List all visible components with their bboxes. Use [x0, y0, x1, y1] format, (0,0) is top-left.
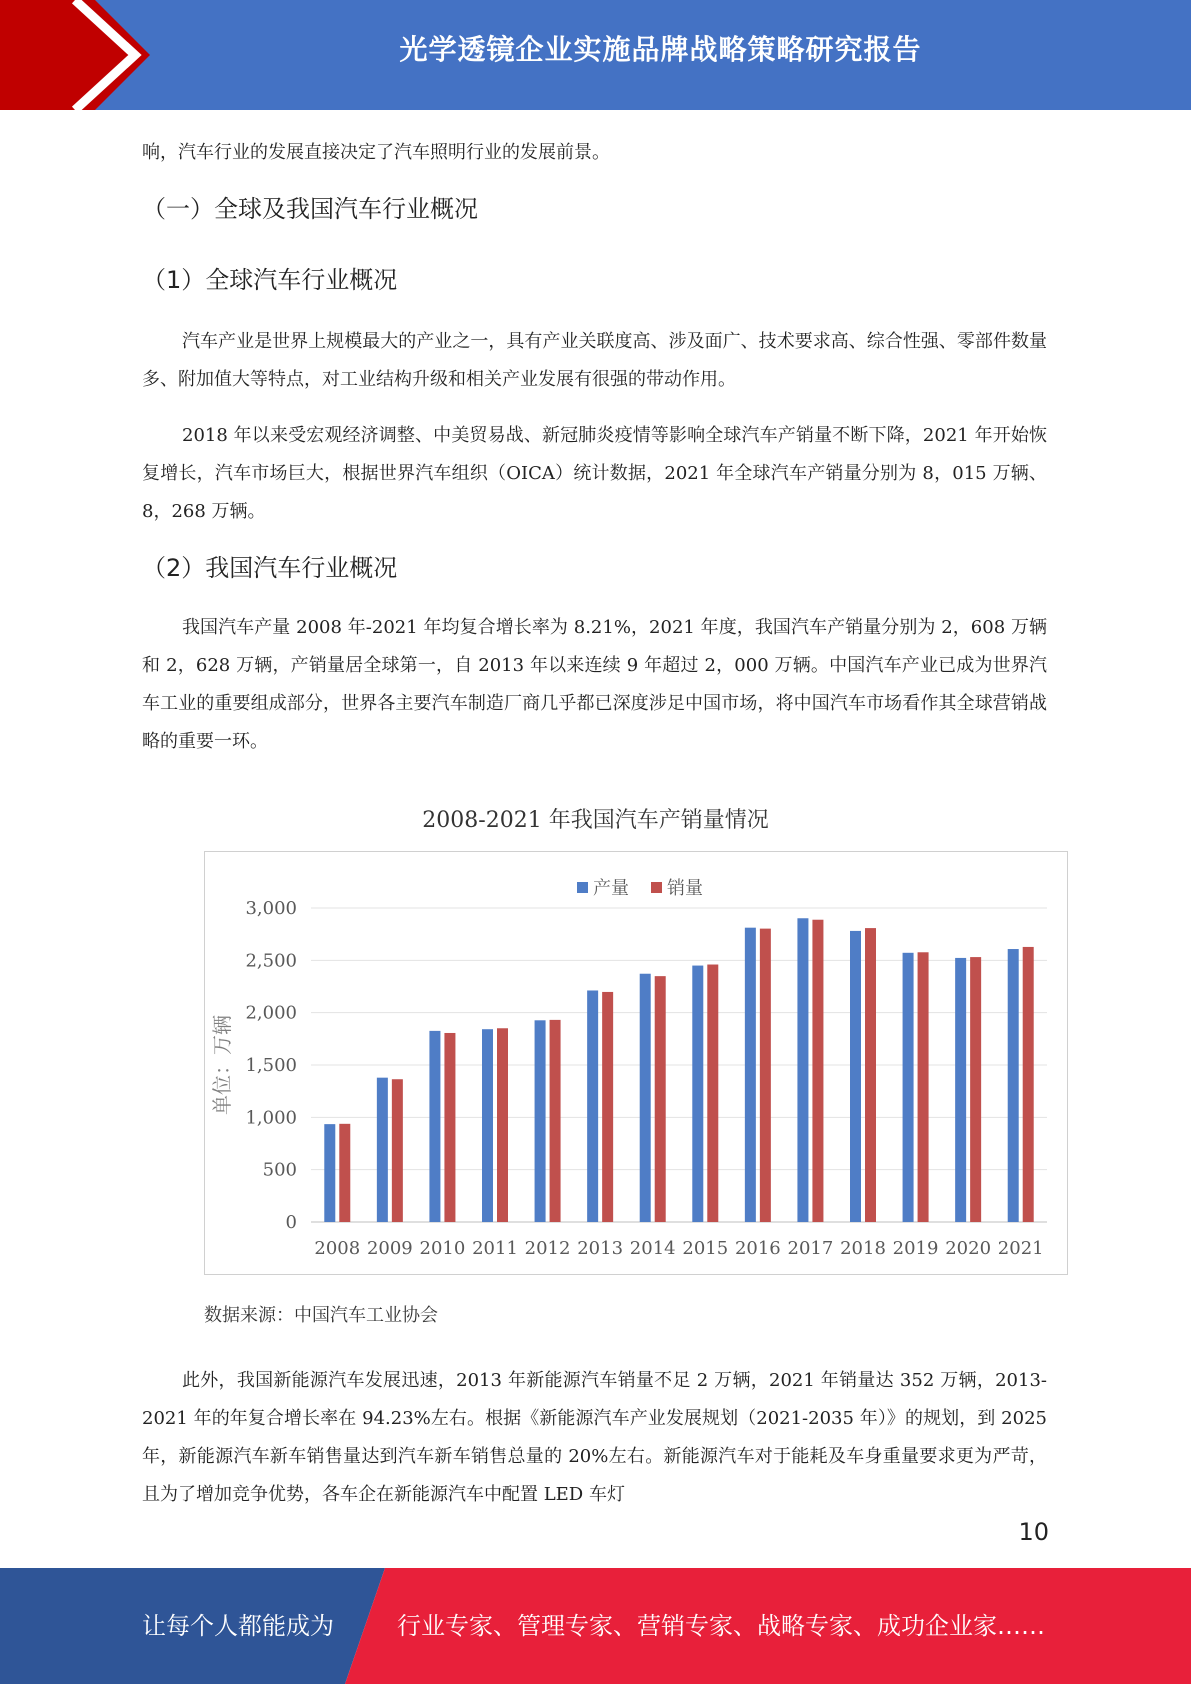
bar-production [903, 953, 914, 1222]
header-arrow-decoration [0, 0, 160, 110]
x-tick-label: 2020 [945, 1238, 992, 1259]
bar-production [324, 1124, 335, 1222]
bar-sales [444, 1033, 455, 1222]
x-tick-label: 2008 [314, 1238, 361, 1259]
paragraph-industry-intro: 汽车产业是世界上规模最大的产业之一，具有产业关联度高、涉及面广、技术要求高、综合性强、零部件数量多、附加值大等特点，对工业结构升级和相关产业发展有很强的带动作用。 [142, 331, 1047, 390]
page-header [0, 0, 1191, 110]
subsection-heading-global: （1）全球汽车行业概况 [142, 266, 398, 294]
section-heading: （一）全球及我国汽车行业概况 [142, 195, 478, 223]
y-tick-label: 2,000 [245, 1002, 297, 1024]
x-tick-label: 2010 [419, 1238, 466, 1259]
data-source-note: 数据来源：中国汽车工业协会 [204, 1305, 438, 1326]
paragraph-new-energy: 此外，我国新能源汽车发展迅速，2013 年新能源汽车销量不足 2 万辆，2021 年销量达 352 万辆，2013-2021 年的年复合增长率在 94.23%左右。根据《新能源汽车产业发展规划（2021-2035 年）》的规划，到 2025 年，新能源汽车新车销售量达到汽车新车销售总量的 20%左右。新能源汽车对于能耗及车身重量要求更为严苛，且为了增加竞争优势，各车企在新能源汽车中配置 LED 车灯 [142, 1370, 1047, 1505]
paragraph-china-sales: 我国汽车产量 2008 年-2021 年均复合增长率为 8.21%，2021 年度，我国汽车产销量分别为 2，608 万辆和 2，628 万辆，产销量居全球第一，自 2013 年以来连续 9 年超过 2，000 万辆。中国汽车产业已成为世界汽车工业的重要组成部分，世界各主要汽车制造厂商几乎都已深度涉足中国市场，将中国汽车市场看作其全球营销战略的重要一环。 [142, 617, 1047, 752]
bar-production [797, 918, 808, 1222]
bar-sales [602, 992, 613, 1222]
bar-production [850, 931, 861, 1222]
bar-production [640, 974, 651, 1222]
bar-sales [497, 1028, 508, 1222]
page-footer [0, 1568, 1191, 1684]
bar-sales [707, 965, 718, 1222]
bar-sales [339, 1124, 350, 1222]
bar-production [377, 1078, 388, 1222]
y-tick-label: 500 [262, 1159, 297, 1181]
bar-sales [812, 920, 823, 1222]
y-axis-label: 单位：万辆 [210, 1015, 234, 1115]
x-tick-label: 2014 [629, 1238, 676, 1259]
subsection-heading-china: （2）我国汽车行业概况 [142, 554, 398, 582]
y-tick-label: 1,500 [245, 1055, 297, 1076]
chart-container [204, 851, 1068, 1275]
page-number: 10 [1018, 1518, 1049, 1546]
x-tick-label: 2015 [682, 1238, 729, 1259]
bar-sales [1023, 947, 1034, 1222]
x-tick-label: 2016 [734, 1238, 781, 1259]
bar-sales [392, 1079, 403, 1222]
legend-swatch [577, 882, 588, 893]
x-tick-label: 2017 [787, 1238, 834, 1259]
y-tick-label: 2,500 [245, 950, 297, 972]
paragraph-continuation: 响，汽车行业的发展直接决定了汽车照明行业的发展前景。 [142, 142, 610, 163]
x-tick-label: 2012 [524, 1238, 571, 1259]
x-tick-label: 2011 [472, 1238, 518, 1259]
bar-production [482, 1029, 493, 1222]
legend-swatch [651, 882, 662, 893]
bar-production [535, 1020, 546, 1222]
bar-production [745, 928, 756, 1222]
bar-sales [550, 1020, 561, 1222]
bar-production [429, 1031, 440, 1222]
bar-production [587, 990, 598, 1222]
bar-production [1008, 949, 1019, 1222]
bar-production [692, 966, 703, 1222]
bar-production [955, 958, 966, 1222]
footer-slogan-right: 行业专家、管理专家、营销专家、战略专家、成功企业家…… [397, 1612, 1045, 1640]
y-tick-label: 3,000 [245, 898, 297, 919]
bar-sales [655, 976, 666, 1222]
x-tick-label: 2021 [997, 1238, 1044, 1259]
y-tick-label: 1,000 [245, 1107, 297, 1129]
y-tick-label: 0 [285, 1212, 297, 1233]
x-tick-label: 2013 [577, 1238, 624, 1259]
x-tick-label: 2018 [840, 1238, 886, 1259]
legend-label: 产量 [593, 878, 629, 899]
body-content [142, 134, 1047, 761]
bar-sales [865, 928, 876, 1222]
legend-label: 销量 [667, 878, 703, 899]
footer-slogan-left: 让每个人都能成为 [142, 1612, 334, 1640]
report-title: 光学透镜企业实施品牌战略策略研究报告 [399, 33, 922, 66]
x-tick-label: 2009 [366, 1238, 413, 1259]
bar-chart [205, 852, 1067, 1274]
bar-sales [760, 929, 771, 1222]
bar-sales [970, 957, 981, 1222]
chart-title: 2008-2021 年我国汽车产销量情况 [422, 808, 769, 833]
paragraph-global-sales: 2018 年以来受宏观经济调整、中美贸易战、新冠肺炎疫情等影响全球汽车产销量不断下降，2021 年开始恢复增长，汽车市场巨大，根据世界汽车组织（OICA）统计数据，2021 年全球汽车产销量分别为 8，015 万辆、8，268 万辆。 [142, 425, 1047, 522]
x-tick-label: 2019 [892, 1238, 939, 1259]
body-content-after-chart [142, 1362, 1047, 1514]
bar-sales [918, 952, 929, 1222]
